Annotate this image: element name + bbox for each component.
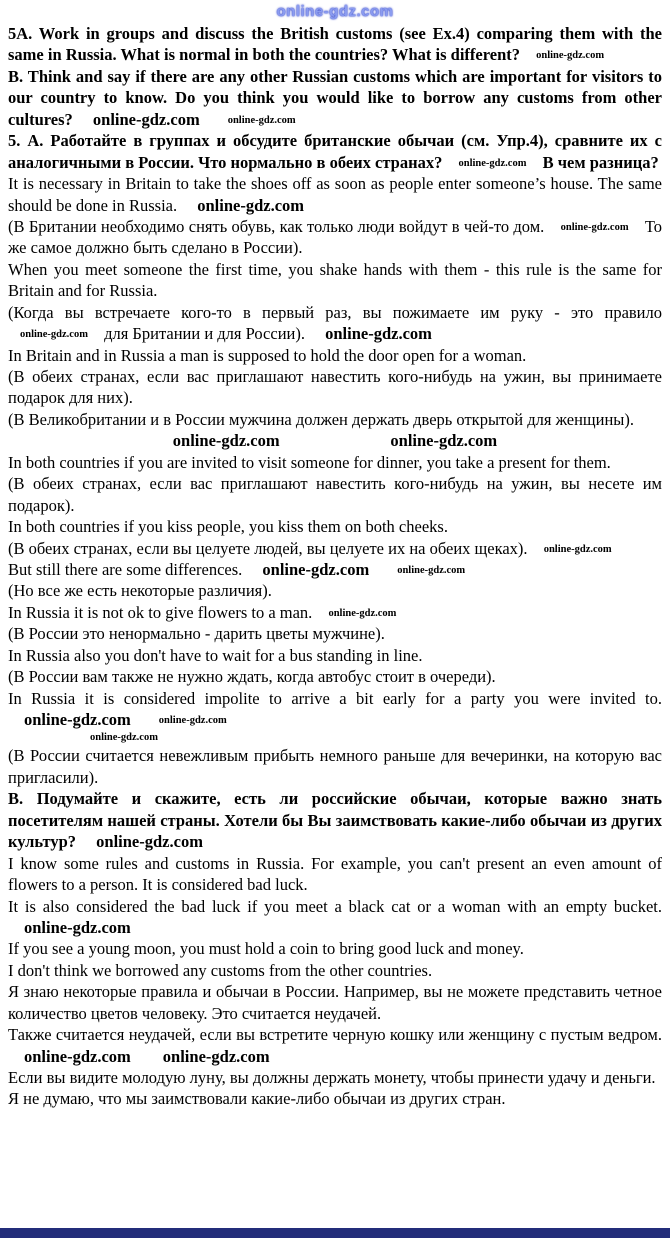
answer-paragraph xyxy=(8,688,662,731)
text-run: I know some rules and customs in Russia. For example, you can't present an even amount of flowers to a person. It is considered bad luck. xyxy=(8,853,662,895)
bottom-bar xyxy=(0,1228,670,1238)
watermark: online-gdz.com xyxy=(328,607,397,619)
watermark: online-gdz.com xyxy=(24,1046,131,1066)
text-run: In Russia also you don't have to wait for a bus standing in line. xyxy=(8,645,423,665)
answer-paragraph xyxy=(8,645,662,666)
answer-paragraph xyxy=(8,853,662,896)
text-run: If you see a young moon, you must hold a coin to bring good luck and money. xyxy=(8,939,524,959)
answer-paragraph xyxy=(8,366,662,409)
watermark: online-gdz.com xyxy=(536,50,605,62)
text-run: (В России вам также не нужно ждать, когда автобус стоит в очереди). xyxy=(8,667,496,687)
watermark: online-gdz.com xyxy=(262,559,370,579)
answer-paragraph xyxy=(8,1088,662,1109)
text-run: (В России это ненормально - дарить цветы мужчине). xyxy=(8,624,385,644)
text-run: B. Think and say if there are any other Russian customs which are important for visitors to our country to know. Do you think you would like to borrow any customs from other cultures? xyxy=(8,66,662,129)
watermark-row xyxy=(8,430,662,451)
watermark: online-gdz.com xyxy=(90,732,158,744)
text-run: Я не думаю, что мы заимствовали какие-либо обычаи из других стран. xyxy=(8,1089,506,1109)
text-run: (Когда вы встречаете кого-то в первый раз, вы пожимаете им руку - это правило xyxy=(8,302,662,322)
answer-paragraph xyxy=(8,473,662,516)
text-run: 5A. Work in groups and discuss the British customs (see Ex.4) comparing them with the same in Russia. What is normal in both the countries? What is different? xyxy=(8,24,662,65)
text-run: In Britain and in Russia a man is supposed to hold the door open for a woman. xyxy=(8,345,527,365)
answer-paragraph xyxy=(8,745,662,788)
text-run: It is also considered the bad luck if you meet a black cat or a woman with an empty bucket. xyxy=(8,896,662,916)
text-run: Также считается неудачей, если вы встретите черную кошку или женщину с пустым ведром. xyxy=(8,1025,662,1045)
answer-paragraph xyxy=(8,896,662,939)
text-run: (В Великобритании и в России мужчина должен держать дверь открытой для женщины). xyxy=(8,409,634,429)
task-heading xyxy=(8,23,662,66)
answer-paragraph xyxy=(8,1067,662,1088)
text-run: В. Подумайте и скажите, есть ли российские обычаи, которые важно знать посетителям нашей страны. Хотели бы Вы заимствовать какие-либо обычаи из других культур? xyxy=(8,789,662,852)
watermark: online-gdz.com xyxy=(197,195,305,215)
text-run: То же самое должно быть сделано в России). xyxy=(8,216,662,258)
document-body xyxy=(0,20,670,1110)
watermark: online-gdz.com xyxy=(458,157,527,169)
text-run: But still there are some differences. xyxy=(8,559,247,579)
text-run: для Британии и для России). xyxy=(99,324,310,344)
watermark: online-gdz.com xyxy=(92,109,200,129)
watermark: online-gdz.com xyxy=(24,917,131,937)
text-run: (В обеих странах, если вас приглашают навестить кого-нибудь на ужин, вы несете им подарок). xyxy=(8,474,662,515)
text-run: Я знаю некоторые правила и обычаи в России. Например, вы не можете представить четное количество цветов человеку. Это считается неудачей. xyxy=(8,982,662,1023)
watermark: online-gdz.com xyxy=(560,221,629,233)
answer-paragraph xyxy=(8,580,662,601)
watermark: online-gdz.com xyxy=(20,329,88,341)
watermark: online-gdz.com xyxy=(325,324,432,344)
task-heading xyxy=(8,788,662,852)
answer-paragraph xyxy=(8,602,662,623)
watermark: online-gdz.com xyxy=(390,431,498,451)
watermark: online-gdz.com xyxy=(397,564,466,576)
watermark: online-gdz.com xyxy=(227,114,296,126)
watermark: online-gdz.com xyxy=(172,431,280,451)
watermark: online-gdz.com xyxy=(96,832,203,852)
answer-paragraph xyxy=(8,259,662,302)
task-heading xyxy=(8,66,662,130)
text-run: В чем разница? xyxy=(538,152,659,172)
text-run: In Russia it is considered impolite to arrive a bit early for a party you were invited to. xyxy=(8,688,662,708)
watermark: online-gdz.com xyxy=(158,715,227,726)
text-run: Если вы видите молодую луну, вы должны держать монету, чтобы принести удачу и деньги. xyxy=(8,1068,656,1087)
text-run: (В обеих странах, если вы целуете людей, вы целуете их на обеих щеках). xyxy=(8,538,532,558)
watermark: online-gdz.com xyxy=(24,710,131,729)
text-run: (В Британии необходимо снять обувь, как только люди войдут в чей-то дом. xyxy=(8,216,549,236)
answer-paragraph xyxy=(8,960,662,981)
answer-paragraph xyxy=(8,538,662,559)
answer-paragraph xyxy=(8,623,662,644)
text-run: (В обеих странах, если вас приглашают навестить кого-нибудь на ужин, вы принимаете подарок для них). xyxy=(8,367,662,408)
text-run: 5. А. Работайте в группах и обсудите британские обычаи (см. Упр.4), сравните их с аналогичными в России. Что нормально в обеих странах? xyxy=(8,131,662,172)
answer-paragraph xyxy=(8,666,662,687)
task-heading xyxy=(8,130,662,173)
site-logo-watermark: online-gdz.com xyxy=(276,3,394,20)
watermark: online-gdz.com xyxy=(543,543,612,555)
answer-paragraph xyxy=(8,559,662,580)
answer-paragraph xyxy=(8,173,662,216)
text-run: It is necessary in Britain to take the shoes off as soon as people enter someone’s house. The same should be done in Russia. xyxy=(8,174,662,215)
answer-paragraph xyxy=(8,216,662,259)
watermark-row xyxy=(8,730,662,745)
text-run: In Russia it is not ok to give flowers to a man. xyxy=(8,602,317,622)
text-run: (В России считается невежливым прибыть немного раньше для вечеринки, на которую вас пригласили). xyxy=(8,746,662,787)
text-run: (Но все же есть некоторые различия). xyxy=(8,581,272,601)
answer-paragraph xyxy=(8,409,662,430)
text-run: When you meet someone the first time, you shake hands with them - this rule is the same for Britain and for Russia. xyxy=(8,259,662,301)
answer-paragraph xyxy=(8,1024,662,1067)
text-run: In both countries if you are invited to visit someone for dinner, you take a present for them. xyxy=(8,452,611,472)
answer-paragraph xyxy=(8,981,662,1024)
watermark: online-gdz.com xyxy=(162,1046,270,1066)
answer-paragraph xyxy=(8,345,662,366)
answer-paragraph xyxy=(8,516,662,537)
text-run: In both countries if you kiss people, you kiss them on both cheeks. xyxy=(8,517,448,537)
text-run: I don't think we borrowed any customs from the other countries. xyxy=(8,960,433,980)
answer-paragraph xyxy=(8,938,662,959)
answer-paragraph xyxy=(8,452,662,473)
answer-paragraph xyxy=(8,302,662,345)
